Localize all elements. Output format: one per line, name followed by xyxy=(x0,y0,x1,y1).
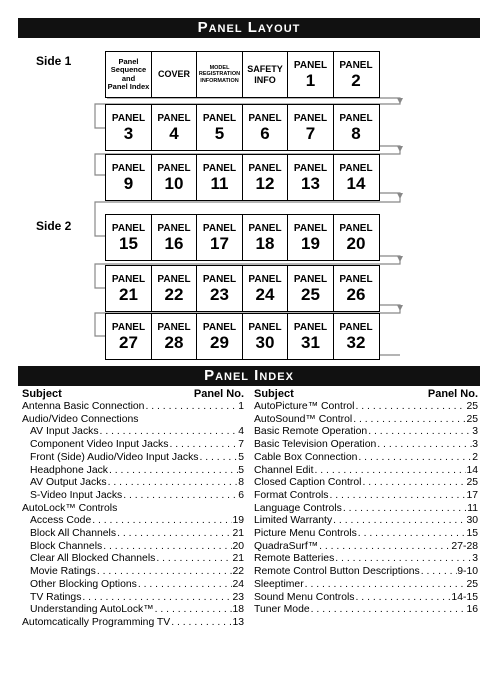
layout-row-2 xyxy=(105,104,380,151)
index-entry-subject: Clear All Blocked Channels xyxy=(30,553,156,565)
panel-word: PANEL xyxy=(157,321,191,333)
index-entry xyxy=(254,579,478,592)
index-entry-leader xyxy=(81,592,232,605)
panel-11-cell xyxy=(196,154,243,201)
panel-number: 29 xyxy=(210,332,229,352)
panel-sequence-cell xyxy=(105,51,152,98)
index-entry xyxy=(254,515,478,528)
panel-23-cell xyxy=(196,265,243,312)
index-entry-leader xyxy=(357,528,467,541)
panel-word: PANEL xyxy=(111,273,146,285)
index-entry-panel: 5 xyxy=(238,464,244,476)
layout-row-5 xyxy=(105,265,380,312)
index-entry xyxy=(22,477,244,490)
index-left-column xyxy=(22,388,250,630)
panel-number: 19 xyxy=(301,233,320,253)
index-entry xyxy=(254,414,478,427)
index-entry-leader xyxy=(102,541,232,554)
panel-word: PANEL xyxy=(339,162,373,174)
panel-2-cell xyxy=(333,51,380,98)
panel-5-cell xyxy=(196,104,243,151)
panel-word: PANEL xyxy=(339,222,373,234)
index-entry-subject: Basic Remote Operation xyxy=(254,426,368,438)
index-entry-subject: AV Input Jacks xyxy=(30,426,99,438)
panel-no-header: Panel No. xyxy=(193,388,244,400)
layout-row-4 xyxy=(105,214,380,261)
index-entry-leader xyxy=(198,452,238,465)
panel-number: 28 xyxy=(164,332,184,352)
index-entry xyxy=(254,401,478,414)
index-entry-subject: Access Code xyxy=(30,515,92,527)
index-entry xyxy=(22,414,244,427)
index-entry xyxy=(254,452,478,465)
index-entry-panel: 6 xyxy=(238,489,244,501)
panel-number: 20 xyxy=(346,233,366,253)
index-entry-subject: Block Channels xyxy=(30,540,103,552)
index-entry xyxy=(22,553,244,566)
panel-number: 30 xyxy=(255,332,275,352)
panel-word: PANEL xyxy=(248,162,282,174)
panel-layout-title: Panel Layout xyxy=(197,19,301,36)
panel-word: PANEL xyxy=(293,222,328,234)
panel-word: PANEL xyxy=(248,321,282,333)
panel-7-cell xyxy=(287,104,334,151)
index-entry-subject: Limited Warranty xyxy=(254,515,333,527)
sequence-line-1: Panel xyxy=(118,57,139,66)
panel-no-header: Panel No. xyxy=(427,388,478,400)
panel-16-cell xyxy=(151,214,198,261)
panel-number: 9 xyxy=(123,173,134,193)
panel-12-cell xyxy=(242,154,289,201)
index-entry-leader xyxy=(361,477,466,490)
panel-number: 8 xyxy=(351,123,361,143)
index-entry-leader xyxy=(99,426,239,439)
panel-4-cell xyxy=(151,104,198,151)
index-entry-leader xyxy=(310,604,467,617)
panel-17-cell xyxy=(196,214,243,261)
index-entry-panel: 16 xyxy=(466,604,478,616)
index-entry-panel: 20 xyxy=(232,540,244,552)
index-entry-subject: TV Ratings xyxy=(30,591,82,603)
index-entry-leader xyxy=(107,477,239,490)
panel-word: PANEL xyxy=(293,112,328,124)
panel-word: PANEL xyxy=(339,321,373,333)
panel-word: PANEL xyxy=(202,112,237,124)
panel-29-cell xyxy=(196,313,243,360)
index-entry-leader xyxy=(334,553,472,566)
panel-word: PANEL xyxy=(157,162,191,174)
index-entry xyxy=(22,617,244,630)
cover-cell xyxy=(151,51,198,98)
panel-word: PANEL xyxy=(248,273,282,285)
index-right-header xyxy=(254,388,478,401)
index-entry-panel: 25 xyxy=(466,401,478,412)
index-entry xyxy=(254,553,478,566)
panel-number: 6 xyxy=(260,123,270,143)
index-entry-subject: QuadraSurf™ xyxy=(254,540,319,552)
index-entry-leader xyxy=(154,604,233,617)
panel-word: PANEL xyxy=(293,162,328,174)
index-entry-panel: 21 xyxy=(232,528,244,540)
panel-word: PANEL xyxy=(157,222,191,234)
index-entry-leader xyxy=(168,439,238,452)
side-2-label: Side 2 xyxy=(36,219,72,233)
panel-6-cell xyxy=(242,104,289,151)
panel-number: 18 xyxy=(255,233,275,253)
index-entry-subject: Movie Ratings xyxy=(30,566,96,578)
index-left-header xyxy=(22,388,244,401)
index-entry xyxy=(22,566,244,579)
panel-9-cell xyxy=(105,154,152,201)
index-entry xyxy=(22,490,244,503)
index-entry-panel: 22 xyxy=(232,566,244,578)
panel-word: PANEL xyxy=(248,222,282,234)
panel-number: 32 xyxy=(346,332,366,352)
panel-word: PANEL xyxy=(248,112,282,124)
index-entry-subject: AV Output Jacks xyxy=(30,477,107,489)
index-entry-leader xyxy=(91,515,232,528)
panel-8-cell xyxy=(333,104,380,151)
index-entry-panel: 21 xyxy=(232,553,244,565)
index-entry-subject: Tuner Mode xyxy=(254,604,310,616)
model-registration-cell xyxy=(196,51,243,98)
panel-27-cell xyxy=(105,313,152,360)
index-entry-leader xyxy=(376,439,472,452)
index-entry xyxy=(254,439,478,452)
panel-word: PANEL xyxy=(111,222,146,234)
index-entry-panel: 4 xyxy=(238,426,244,438)
index-entry-panel: 3 xyxy=(472,553,478,565)
index-entry-leader xyxy=(304,579,467,592)
panel-word: PANEL xyxy=(111,162,146,174)
index-entry-subject: Basic Television Operation xyxy=(254,439,377,451)
index-entry-panel: 30 xyxy=(466,515,478,527)
index-entry xyxy=(254,592,478,605)
index-entry-panel: 14-15 xyxy=(451,591,478,603)
panel-1-cell xyxy=(287,51,334,98)
index-entry-leader xyxy=(116,528,232,541)
layout-row-3 xyxy=(105,154,380,201)
index-right-column xyxy=(250,388,478,630)
panel-number: 5 xyxy=(214,123,225,143)
index-entry-panel: 19 xyxy=(232,515,244,527)
index-entry xyxy=(254,503,478,516)
panel-number: 26 xyxy=(346,284,366,304)
index-entry-leader xyxy=(357,452,472,465)
panel-21-cell xyxy=(105,265,152,312)
panel-word: PANEL xyxy=(293,273,328,285)
panel-number: 16 xyxy=(164,233,184,253)
index-entry-leader xyxy=(108,465,238,478)
index-entry-panel: 13 xyxy=(232,616,244,628)
index-entry-subject: Remote Control Button Descriptions xyxy=(254,566,420,578)
index-entry-subject: Component Video Input Jacks xyxy=(30,439,169,451)
panel-layout-banner xyxy=(18,18,480,38)
panel-word: PANEL xyxy=(157,273,191,285)
index-entry-panel: 25 xyxy=(466,413,478,425)
index-entry xyxy=(254,528,478,541)
index-entry-panel: 25 xyxy=(466,477,478,489)
panel-14-cell xyxy=(333,154,380,201)
layout-row-6 xyxy=(105,313,380,360)
panel-24-cell xyxy=(242,265,289,312)
index-entry-leader xyxy=(314,465,467,478)
cover-label: COVER xyxy=(157,69,190,80)
index-entry xyxy=(254,566,478,579)
index-entry-leader xyxy=(155,553,232,566)
index-entry-subject: AutoSound™ Control xyxy=(254,413,353,425)
panel-index xyxy=(22,388,478,630)
index-entry xyxy=(254,541,478,554)
index-entry-panel: 3 xyxy=(472,439,478,451)
index-entry xyxy=(22,592,244,605)
panel-word: PANEL xyxy=(202,321,237,333)
panel-number: 3 xyxy=(123,123,134,143)
index-entry-panel: 27-28 xyxy=(451,540,478,552)
index-entry-panel: 1 xyxy=(238,401,244,412)
panel-number: 12 xyxy=(255,173,275,193)
index-entry-leader xyxy=(318,541,451,554)
sequence-line-3: and xyxy=(121,73,136,83)
index-entry-leader xyxy=(367,426,472,439)
index-entry xyxy=(254,465,478,478)
index-entry-subject: Channel Edit xyxy=(254,464,314,476)
index-entry-panel: 7 xyxy=(238,439,244,451)
model-line-1: MODEL xyxy=(209,65,230,72)
panel-word: PANEL xyxy=(339,112,373,124)
index-entry-leader xyxy=(342,503,467,516)
panel-number: 24 xyxy=(255,284,275,304)
index-entry-subject: Antenna Basic Connection xyxy=(22,401,145,412)
index-entry xyxy=(22,579,244,592)
index-entry-panel: 23 xyxy=(232,591,244,603)
panel-number: 21 xyxy=(119,284,138,304)
model-line-2: REGISTRATION xyxy=(198,71,241,78)
index-entry-panel: 24 xyxy=(232,578,244,590)
panel-number: 2 xyxy=(351,70,361,90)
index-entry-subject: Cable Box Connection xyxy=(254,451,358,463)
panel-number: 14 xyxy=(346,173,366,193)
panel-word: PANEL xyxy=(202,273,237,285)
index-entry-subject: Sound Menu Controls xyxy=(254,591,355,603)
index-entry-subject: Sleeptimer xyxy=(254,578,304,590)
panel-word: PANEL xyxy=(293,59,328,71)
index-entry-panel: 9-10 xyxy=(457,566,478,578)
index-entry-leader xyxy=(122,490,238,503)
panel-number: 23 xyxy=(210,284,229,304)
panel-word: PANEL xyxy=(339,273,373,285)
index-entry xyxy=(22,439,244,452)
index-entry-subject: Remote Batteries xyxy=(254,553,335,565)
index-entry-subject: AutoPicture™ Control xyxy=(254,401,355,412)
index-entry xyxy=(22,503,244,516)
index-entry xyxy=(22,452,244,465)
index-entry-subject: Audio/Video Connections xyxy=(22,413,139,425)
index-entry-subject: Block All Channels xyxy=(30,528,117,540)
index-entry-subject: Front (Side) Audio/Video Input Jacks xyxy=(30,451,199,463)
index-entry-leader xyxy=(352,414,466,427)
sequence-line-2: Sequence xyxy=(110,65,147,75)
index-entry xyxy=(22,465,244,478)
panel-26-cell xyxy=(333,265,380,312)
index-entry-leader xyxy=(355,401,467,414)
sequence-line-4: Panel Index xyxy=(107,81,150,91)
index-entry-leader xyxy=(420,566,457,579)
index-entry-subject: S-Video Input Jacks xyxy=(30,489,123,501)
panel-22-cell xyxy=(151,265,198,312)
panel-number: 31 xyxy=(301,332,320,352)
index-entry-subject: Other Blocking Options xyxy=(30,578,137,590)
panel-25-cell xyxy=(287,265,334,312)
index-entry-subject: Closed Caption Control xyxy=(254,477,362,489)
panel-18-cell xyxy=(242,214,289,261)
panel-number: 17 xyxy=(210,233,229,253)
side-1-label: Side 1 xyxy=(36,54,72,68)
safety-line-2: INFO xyxy=(254,74,276,85)
panel-number: 7 xyxy=(305,123,316,143)
panel-20-cell xyxy=(333,214,380,261)
panel-word: PANEL xyxy=(111,112,146,124)
index-entry-panel: 11 xyxy=(467,502,478,514)
index-entry xyxy=(254,477,478,490)
panel-number: 1 xyxy=(305,70,316,90)
subject-header: Subject xyxy=(22,388,62,400)
index-entry-panel: 15 xyxy=(466,528,478,540)
panel-word: PANEL xyxy=(202,162,237,174)
panel-word: PANEL xyxy=(293,321,328,333)
index-entry-panel: 17 xyxy=(466,489,478,501)
safety-line-1: SAFETY xyxy=(247,64,283,75)
panel-19-cell xyxy=(287,214,334,261)
panel-number: 27 xyxy=(119,332,138,352)
index-entry-leader xyxy=(329,490,467,503)
index-entry-subject: Picture Menu Controls xyxy=(254,528,357,540)
index-entry-panel: 25 xyxy=(466,578,478,590)
index-entry-subject: Format Controls xyxy=(254,489,329,501)
index-entry-leader xyxy=(170,617,232,630)
panel-32-cell xyxy=(333,313,380,360)
index-entry-leader xyxy=(96,566,233,579)
index-entry xyxy=(22,528,244,541)
panel-word: PANEL xyxy=(111,321,146,333)
panel-word: PANEL xyxy=(339,59,373,71)
index-entry-subject: AutoLock™ Controls xyxy=(22,502,118,514)
panel-word: PANEL xyxy=(157,112,191,124)
index-entry-panel: 5 xyxy=(238,451,244,463)
panel-number: 13 xyxy=(301,173,320,193)
panel-10-cell xyxy=(151,154,198,201)
index-entry xyxy=(22,515,244,528)
index-entry-leader xyxy=(137,579,233,592)
index-entry xyxy=(22,541,244,554)
panel-number: 22 xyxy=(164,284,184,304)
panel-number: 11 xyxy=(210,173,229,193)
index-entry-subject: Automcatically Programming TV xyxy=(22,616,171,628)
index-entry-panel: 3 xyxy=(472,426,478,438)
index-entry-panel: 14 xyxy=(466,464,478,476)
index-entry xyxy=(254,604,478,617)
index-entry-subject: Headphone Jack xyxy=(30,464,108,476)
index-entry-subject: Language Controls xyxy=(254,502,342,514)
panel-index-banner xyxy=(18,366,480,386)
panel-15-cell xyxy=(105,214,152,261)
index-entry xyxy=(22,426,244,439)
index-entry-panel: 2 xyxy=(472,451,478,463)
panel-28-cell xyxy=(151,313,198,360)
panel-number: 10 xyxy=(164,173,184,193)
model-line-3: INFORMATION xyxy=(200,77,239,84)
subject-header: Subject xyxy=(254,388,294,400)
panel-13-cell xyxy=(287,154,334,201)
panel-31-cell xyxy=(287,313,334,360)
index-entry-leader xyxy=(332,515,466,528)
panel-number: 25 xyxy=(301,284,320,304)
safety-info-cell xyxy=(242,51,289,98)
index-entry xyxy=(254,426,478,439)
index-entry xyxy=(254,490,478,503)
index-entry xyxy=(22,604,244,617)
panel-number: 15 xyxy=(119,233,138,253)
panel-3-cell xyxy=(105,104,152,151)
index-entry-leader xyxy=(355,592,452,605)
index-entry-panel: 8 xyxy=(238,477,244,489)
index-entry-panel: 18 xyxy=(232,604,244,616)
index-entry xyxy=(22,401,244,414)
layout-row-1 xyxy=(105,51,380,98)
panel-30-cell xyxy=(242,313,289,360)
panel-number: 4 xyxy=(169,123,179,143)
panel-word: PANEL xyxy=(202,222,237,234)
index-entry-subject: Understanding AutoLock™ xyxy=(30,604,154,616)
index-entry-leader xyxy=(144,401,238,414)
panel-index-title: Panel Index xyxy=(204,367,294,384)
